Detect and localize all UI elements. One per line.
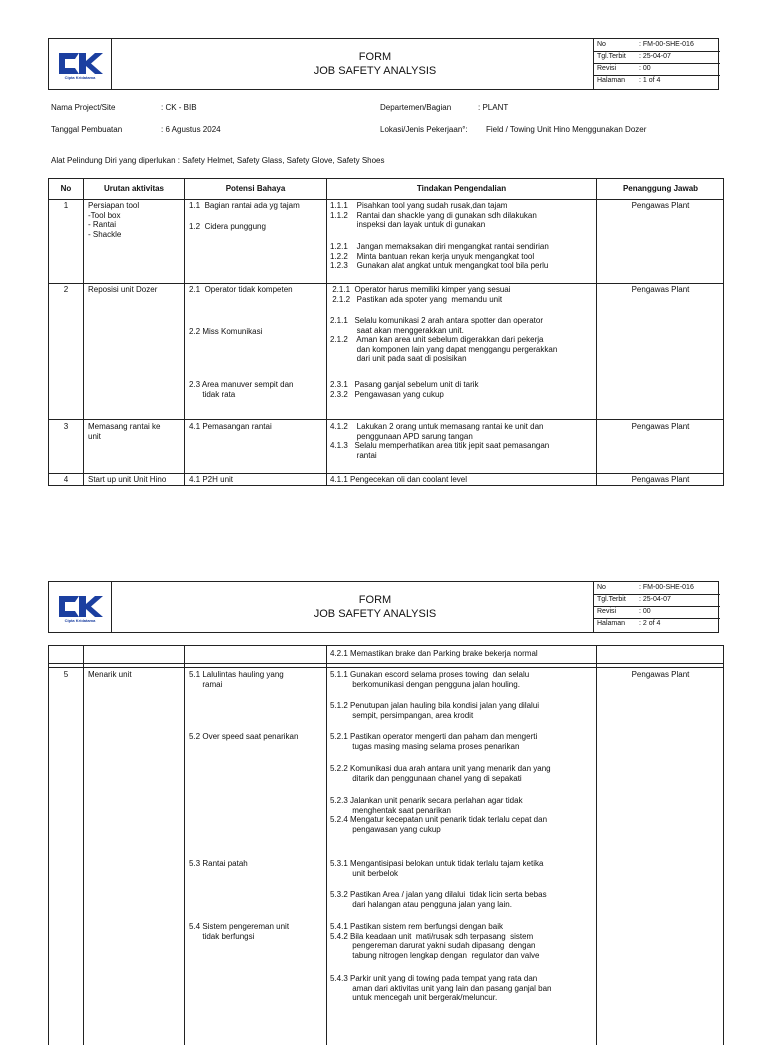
row-hazard: 4.1 P2H unit [189,475,234,484]
meta-key: Revisi [597,65,617,72]
row-pic: Pengawas Plant [631,670,690,679]
date-label: Tanggal Pembuatan [51,125,123,134]
col-header-hazard: Potensi Bahaya [225,184,286,193]
row-control: 2.1.1 Selalu komunikasi 2 arah antara spotter dan operator saat akan menggerakkan unit. 2.1.2 Aman kan area unit sebelum digerakkan dari pekerja dan komponen lain yang dapat menggangu pergerakkan dari unit pada saat di posisikan [330,316,558,363]
apd-line: Alat Pelindung Diri yang diperlukan : Safety Helmet, Safety Glass, Safety Glove, Safety Shoes [51,156,385,165]
form-title: JOB SAFETY ANALYSIS [313,65,437,77]
row-hazard: 1.2 Cidera punggung [189,222,266,231]
row-activity: Reposisi unit Dozer [88,285,158,294]
meta-key: Tgl.Terbit [597,596,626,603]
carry-over-control: 4.2.1 Memastikan brake dan Parking brake bekerja normal [330,649,538,658]
logo-caption: Cipta Kridatama [64,618,96,623]
meta-value: : 25-04-07 [639,53,671,60]
meta-key: Halaman [597,77,626,84]
row-control: 5.3.1 Mengantisipasi belokan untuk tidak terlalu tajam ketika unit berbelok [330,859,544,878]
project-label: Nama Project/Site [51,103,116,112]
row-hazard: 5.2 Over speed saat penarikan [189,732,299,741]
row-hazard: 4.1 Pemasangan rantai [189,422,272,431]
meta-value: : FM-00-SHE-016 [639,584,694,591]
row-hazard: 5.4 Sistem pengereman unit tidak berfungsi [189,922,290,941]
row-control: 1.2.1 Jangan memaksakan diri mengangkat rantai sendirian 1.2.2 Minta bantuan rekan kerja unyuk mengangkat tool 1.2.3 Gunakan alat angkat untuk mengangkat tool bila perlu [330,242,549,270]
row-control: 5.4.3 Parkir unit yang di towing pada tempat yang rata dan aman dari aktivitas unit yang lain dan pasang ganjal ban untuk mencegah unit bergerak/meluncur. [330,974,552,1002]
row-no: 3 [63,422,69,431]
date-value: : 6 Agustus 2024 [161,125,221,134]
row-pic: Pengawas Plant [631,475,690,484]
meta-value: : 00 [639,608,651,615]
doc-meta [593,39,720,89]
row-no: 5 [63,670,69,679]
row-control: 5.4.1 Pastikan sistem rem berfungsi dengan baik 5.4.2 Bila keadaan unit mati/rusak sdh terpasang sistem pengereman darurat yakni sudah dipasang dengan tabung nitrogen lengkap dengan regulator dan valve [330,922,540,960]
dept-label: Departemen/Bagian [380,103,452,112]
form-header [48,38,719,90]
row-hazard: 5.1 Lalulintas hauling yang ramai [189,670,284,689]
col-header-pic: Penanggung Jawab [622,184,699,193]
row-activity: Memasang rantai ke unit [88,422,161,441]
row-hazard: 2.2 Miss Komunikasi [189,327,263,336]
row-hazard: 5.3 Rantai patah [189,859,248,868]
meta-value: : 25-04-07 [639,596,671,603]
row-hazard: 1.1 Bagian rantai ada yg tajam [189,201,300,210]
meta-value: : 00 [639,65,651,72]
row-no: 4 [63,475,69,484]
row-activity: Persiapan tool -Tool box - Rantai - Shackle [88,201,140,239]
meta-key: Tgl.Terbit [597,53,626,60]
row-no: 1 [63,201,69,210]
row-pic: Pengawas Plant [631,422,690,431]
location-value: Field / Towing Unit Hino Menggunakan Dozer [486,125,647,134]
meta-key: Halaman [597,620,626,627]
form-title-block [111,39,639,100]
row-control: 5.2.2 Komunikasi dua arah antara unit yang menarik dan yang ditarik dan penggunaan chanel yang di sepakati [330,764,551,783]
row-control: 2.3.1 Pasang ganjal sebelum unit di tarik 2.3.2 Pengawasan yang cukup [330,380,479,399]
row-control: 4.1.2 Lakukan 2 orang untuk memasang rantai ke unit dan penggunaan APD sarung tangan 4.1.3 Selalu memperhatikan area titik jepit saat pemasangan rantai [330,422,550,460]
meta-value: : FM-00-SHE-016 [639,41,694,48]
row-no: 2 [63,285,69,294]
row-control: 5.1.2 Penutupan jalan hauling bila kondisi jalan yang dilalui sempit, persimpangan, area krodit [330,701,540,720]
form-title-block [111,582,639,643]
dept-value: : PLANT [478,103,509,112]
col-header-activity: Urutan aktivitas [103,184,165,193]
row-control: 2.1.1 Operator harus memiliki kimper yang sesuai 2.1.2 Pastikan ada spoter yang memandu unit [332,285,511,304]
meta-key: Revisi [597,608,617,615]
meta-value: : 2 of 4 [639,620,661,627]
meta-key: No [597,41,606,48]
meta-key: No [597,584,606,591]
form-header [48,581,719,633]
company-logo [49,582,112,632]
doc-meta [593,582,720,632]
form-label: FORM [358,51,392,63]
row-pic: Pengawas Plant [631,285,690,294]
row-pic: Pengawas Plant [631,201,690,210]
jsa-table-continued [48,645,724,1045]
col-header-no: No [60,184,72,193]
form-label: FORM [358,594,392,606]
row-control: 5.3.2 Pastikan Area / jalan yang dilalui tidak licin serta bebas dari halangan atau pengguna jalan yang lain. [330,890,547,909]
row-control: 5.2.3 Jalankan unit penarik secara perlahan agar tidak menghentak saat penarikan 5.2.4 Mengatur kecepatan unit penarik tidak terlalu cepat dan pengawasan yang cukup [330,796,548,834]
row-hazard: 2.1 Operator tidak kompeten [189,285,293,294]
ck-logo-icon [49,39,111,90]
meta-value: : 1 of 4 [639,77,661,84]
row-activity: Start up unit Unit Hino [88,475,167,484]
row-hazard: 2.3 Area manuver sempit dan tidak rata [189,380,294,399]
location-label: Lokasi/Jenis Pekerjaan°: [380,125,468,134]
company-logo [49,39,112,89]
row-control: 4.1.1 Pengecekan oli dan coolant level [330,475,467,484]
row-control: 5.2.1 Pastikan operator mengerti dan paham dan mengerti tugas masing masing selama proses penarikan [330,732,538,751]
row-activity: Menarik unit [88,670,132,679]
logo-caption: Cipta Kridatama [64,75,96,80]
col-header-control: Tindakan Pengendalian [416,184,507,193]
row-control: 5.1.1 Gunakan escord selama proses towing dan selalu berkomunikasi dengan pengguna jalan houling. [330,670,530,689]
row-control: 1.1.1 Pisahkan tool yang sudah rusak,dan tajam 1.1.2 Rantai dan shackle yang di gunakan sdh dilakukan inspeksi dan layak untuk di gunakan [330,201,537,229]
jsa-table [48,178,724,486]
ck-logo-icon [49,582,111,633]
form-title: JOB SAFETY ANALYSIS [313,608,437,620]
project-value: : CK - BIB [161,103,197,112]
